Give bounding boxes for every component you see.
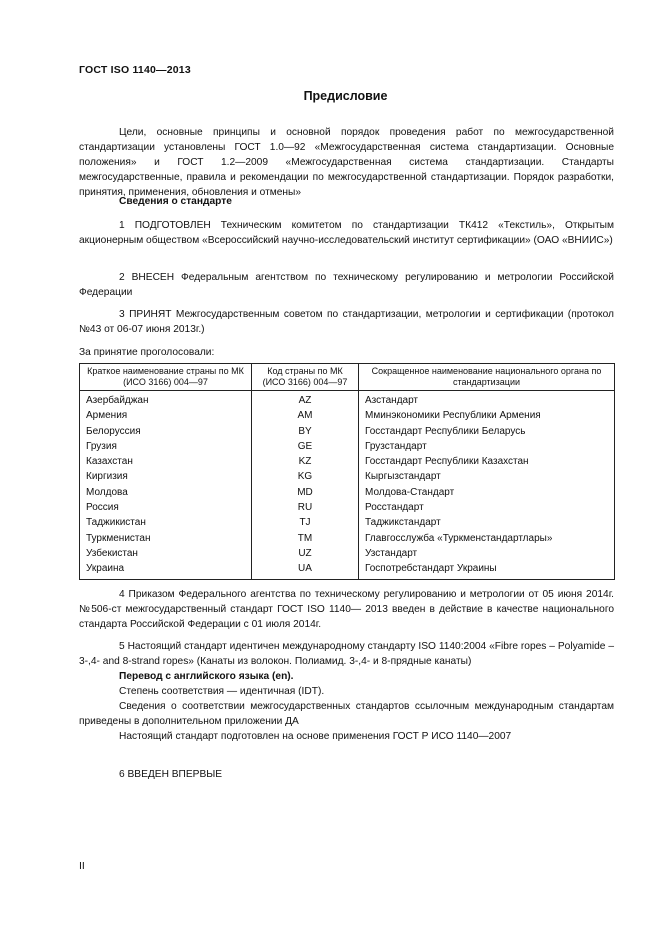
item-prepared-text: 1 ПОДГОТОВЛЕН Техническим комитетом по стандартизации ТК412 «Текстиль», Открытым акционерным обществом «Всероссийский научно-исследовательский институт сертификации» (ОАО «ВНИИС») [79,220,614,246]
code-cell: RU [252,500,359,515]
code-cell: KZ [252,454,359,469]
translation-note [79,669,614,684]
item-submitted-text: 2 ВНЕСЕН Федеральным агентством по техническому регулированию и метрологии Российской Федерации [79,272,614,298]
table-row [80,485,615,500]
table-header-code: Код страны по МК (ИСО 3166) 004—97 [252,364,359,391]
body-cell: Таджикстандарт [359,515,615,530]
item-order [79,587,614,632]
country-cell: Казахстан [80,454,252,469]
body-cell: Мминэкономики Республики Армения [359,408,615,423]
section-heading-text: Сведения о стандарте [119,196,232,207]
body-cell: Главгосслужба «Туркменстандартлары» [359,531,615,546]
body-cell: Грузстандарт [359,439,615,454]
table-row [80,439,615,454]
vote-caption: За принятие проголосовали: [79,347,215,358]
code-cell: TM [252,531,359,546]
standard-code: ГОСТ ISO 1140—2013 [79,64,191,76]
body-cell: Росстандарт [359,500,615,515]
country-cell: Армения [80,408,252,423]
intro-text: Цели, основные принципы и основной порядок проведения работ по межгосударственной стандартизации установлены ГОСТ 1.0—92 «Межгосударственная система стандартизации. Основные положения» и ГОСТ 1.2—2009 «Межгосударственная система стандартизации. Стандарты межгосударственные, правила и рекомендации по межгосударственной стандартизации. Порядок разработки, принятия, применения, обновления и отмены» [79,127,614,198]
code-cell: UZ [252,546,359,561]
translation-note-text: Перевод с английского языка (en). [119,671,294,682]
based-on-note-text: Настоящий стандарт подготовлен на основе применения ГОСТ Р ИСО 1140—2007 [119,731,512,742]
intro-paragraph [79,125,614,200]
code-cell: AM [252,408,359,423]
country-cell: Узбекистан [80,546,252,561]
code-cell: TJ [252,515,359,530]
table-row [80,391,615,409]
table-row [80,424,615,439]
code-cell: GE [252,439,359,454]
code-cell: UA [252,561,359,579]
body-cell: Азстандарт [359,391,615,409]
code-cell: BY [252,424,359,439]
body-cell: Госпотребстандарт Украины [359,561,615,579]
table-row [80,500,615,515]
body-cell: Молдова-Стандарт [359,485,615,500]
conformity-degree-text: Степень соответствия — идентичная (IDT). [119,686,325,697]
country-cell: Белоруссия [80,424,252,439]
item-adopted-text: 3 ПРИНЯТ Межгосударственным советом по стандартизации, метрологии и сертификации (протокол №43 от 06-07 июня 2013г.) [79,309,614,335]
item-first-time [79,767,614,782]
table-row [80,515,615,530]
conformity-info [79,699,614,729]
page-number: II [79,860,85,872]
body-cell: Госстандарт Республики Беларусь [359,424,615,439]
item-order-text: 4 Приказом Федерального агентства по техническому регулированию и метрологии от 05 июня 2014г. №506-ст межгосударственный стандарт ГОСТ ISO 1140— 2013 введен в действие в качестве национального стандарта Российской Федерации с 01 июля 2014г. [79,589,614,630]
voting-table [79,363,615,580]
code-cell: KG [252,469,359,484]
country-cell: Молдова [80,485,252,500]
item-prepared [79,218,614,248]
conformity-degree [79,684,614,699]
item-identical-text: 5 Настоящий стандарт идентичен международному стандарту ISO 1140:2004 «Fibre ropes – Polyamide – 3-,4- and 8-strand ropes» (Канаты из волокон. Полиамид. 3-,4- и 8-прядные канаты) [79,641,614,667]
country-cell: Киргизия [80,469,252,484]
body-cell: Госстандарт Республики Казахстан [359,454,615,469]
country-cell: Грузия [80,439,252,454]
country-cell: Россия [80,500,252,515]
conformity-info-text: Сведения о соответствии межгосударственных стандартов ссылочным международным стандартам приведены в дополнительном приложении ДА [79,701,614,727]
item-identical [79,639,614,669]
body-cell: Кыргызстандарт [359,469,615,484]
country-cell: Туркменистан [80,531,252,546]
table-row [80,469,615,484]
country-cell: Таджикистан [80,515,252,530]
table-row [80,408,615,423]
item-adopted [79,307,614,337]
based-on-note [79,729,614,744]
table-header-row [80,364,615,391]
table-row [80,454,615,469]
code-cell: MD [252,485,359,500]
body-cell: Узстандарт [359,546,615,561]
page-title: Предисловие [303,89,388,103]
country-cell: Украина [80,561,252,579]
item-submitted [79,270,614,300]
table-row [80,561,615,579]
table-row [80,546,615,561]
section-heading [79,194,614,209]
table-row [80,531,615,546]
item-first-time-text: 6 ВВЕДЕН ВПЕРВЫЕ [119,769,223,780]
table-header-country: Краткое наименование страны по МК (ИСО 3166) 004—97 [80,364,252,391]
country-cell: Азербайджан [80,391,252,409]
code-cell: AZ [252,391,359,409]
table-header-body: Сокращенное наименование национального органа по стандартизации [359,364,615,391]
